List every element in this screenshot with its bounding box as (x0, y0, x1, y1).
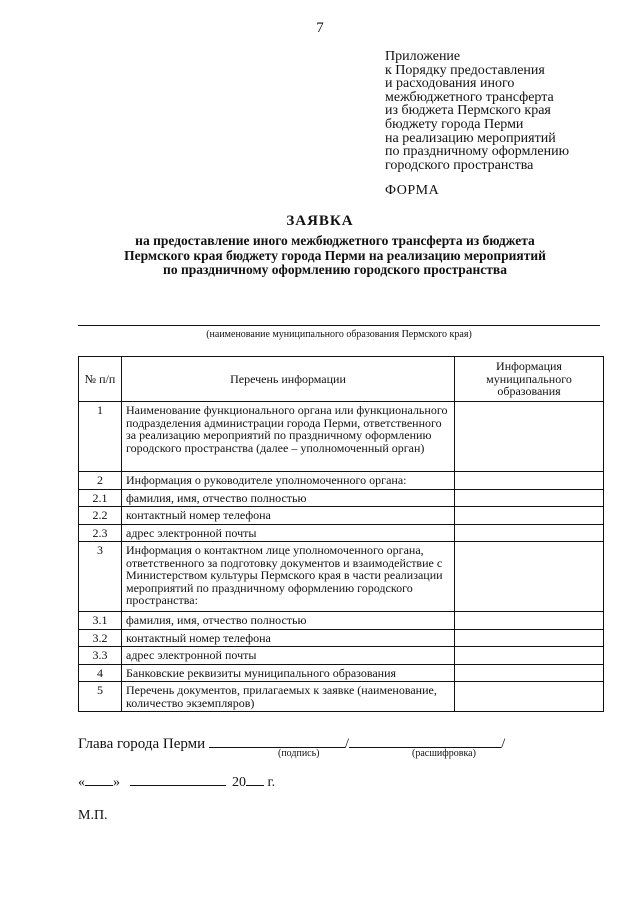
row-text: контактный номер телефона (122, 629, 455, 647)
date-quote-close: » (113, 775, 120, 790)
document-title: ЗАЯВКА (286, 213, 354, 229)
appendix-line: и расходования иного (385, 76, 515, 92)
signature-field[interactable] (209, 733, 345, 748)
row-value-cell[interactable] (455, 489, 604, 507)
table-row (79, 472, 604, 490)
table-row (79, 629, 604, 647)
appendix-line: к Порядку предоставления (385, 62, 545, 78)
appendix-note (385, 50, 635, 172)
appendix-line: из бюджета Пермского края (385, 103, 551, 119)
signature-label: Глава города Перми (78, 736, 206, 752)
municipality-caption: (наименование муниципального образования Пермского края) (206, 329, 472, 340)
row-value-cell[interactable] (455, 524, 604, 542)
row-value-cell[interactable] (455, 612, 604, 630)
row-text: Банковские реквизиты муниципального образования (122, 664, 455, 682)
row-value-cell[interactable] (455, 664, 604, 682)
stamp-placeholder: М.П. (78, 808, 108, 823)
page-number: 7 (316, 20, 324, 36)
subtitle-line: Пермского края бюджету города Перми на реализацию мероприятий (124, 247, 546, 263)
header-number: № п/п (79, 357, 122, 402)
subtitle-line: по праздничному оформлению городского пространства (163, 262, 507, 277)
date-quote-open: « (78, 775, 85, 790)
date-year-field[interactable] (246, 771, 264, 786)
row-value-cell[interactable] (455, 647, 604, 665)
row-number: 3.2 (79, 629, 122, 647)
row-text: фамилия, имя, отчество полностью (122, 612, 455, 630)
row-number: 3 (79, 542, 122, 612)
row-text: адрес электронной почты (122, 647, 455, 665)
row-number: 3.1 (79, 612, 122, 630)
table-row (79, 647, 604, 665)
row-text: фамилия, имя, отчество полностью (122, 489, 455, 507)
row-text: Информация о контактном лице уполномоченного органа, ответственного за подготовку документов и взаимодействие с Министерством культуры Пермского края в части реализации мероприятий по праздничному оформлению городского пространства: (122, 542, 455, 612)
table-row (79, 542, 604, 612)
row-value-cell[interactable] (455, 682, 604, 712)
row-text: Перечень документов, прилагаемых к заявке (наименование, количество экземпляров) (122, 682, 455, 712)
table-row (79, 507, 604, 525)
date-day-field[interactable] (85, 771, 113, 786)
row-value-cell[interactable] (455, 402, 604, 472)
appendix-line: на реализацию мероприятий (385, 130, 556, 146)
row-number: 2.2 (79, 507, 122, 525)
appendix-line: городского пространства (385, 157, 534, 173)
row-value-cell[interactable] (455, 507, 604, 525)
table-row (79, 612, 604, 630)
row-text: Информация о руководителе уполномоченного органа: (122, 472, 455, 490)
row-text: Наименование функционального органа или функционального подразделения администрации города Перми, ответственного за реализацию мероприятий по праздничному оформлению городского пространства (далее – уполномоченный орган) (122, 402, 455, 472)
signature-separator-end: / (501, 736, 506, 752)
decoding-caption: (расшифровка) (412, 748, 476, 759)
row-text: адрес электронной почты (122, 524, 455, 542)
table-row (79, 489, 604, 507)
date-month-field[interactable] (130, 771, 226, 786)
signature-caption: (подпись) (278, 748, 320, 759)
row-number: 3.3 (79, 647, 122, 665)
row-number: 4 (79, 664, 122, 682)
row-number: 2.1 (79, 489, 122, 507)
appendix-line: по праздничному оформлению (385, 144, 570, 160)
signature-separator: / (344, 736, 350, 752)
header-list: Перечень информации (122, 357, 455, 402)
municipality-name-line[interactable] (78, 325, 600, 326)
row-number: 5 (79, 682, 122, 712)
form-label: ФОРМА (385, 183, 440, 198)
information-table (78, 356, 604, 712)
row-number: 1 (79, 402, 122, 472)
row-number: 2.3 (79, 524, 122, 542)
row-value-cell[interactable] (455, 542, 604, 612)
date-row (78, 771, 275, 791)
header-info: Информация муниципального образования (455, 357, 604, 402)
row-text: контактный номер телефона (122, 507, 455, 525)
appendix-line: бюджету города Перми (385, 116, 524, 132)
table-row (79, 682, 604, 712)
appendix-line: межбюджетного трансферта (385, 89, 554, 105)
date-year-suffix: г. (267, 775, 276, 790)
table-header-row (79, 357, 604, 402)
row-value-cell[interactable] (455, 629, 604, 647)
subtitle-line: на предоставление иного межбюджетного трансферта из бюджета (135, 233, 535, 248)
table-row (79, 664, 604, 682)
appendix-line: Приложение (385, 49, 461, 64)
decoding-field[interactable] (349, 733, 501, 748)
table-row (79, 524, 604, 542)
document-subtitle (70, 234, 600, 278)
row-number: 2 (79, 472, 122, 490)
row-value-cell[interactable] (455, 472, 604, 490)
table-row (79, 402, 604, 472)
date-year-prefix: 20 (232, 775, 246, 790)
